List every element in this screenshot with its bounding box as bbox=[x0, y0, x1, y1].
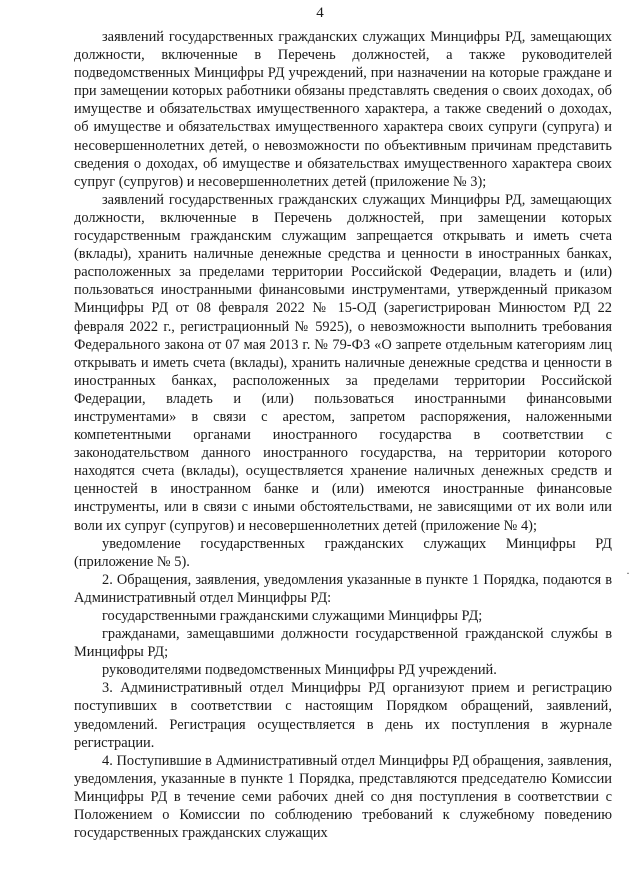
paragraph-application-4: заявлений государственных гражданских служащих Минцифры РД, замещающих должности, включенные в Перечень должностей, при замещении которых государственным гражданским служащим запрещается открывать и иметь счета (вклады), хранить наличные денежные средства и ценности в иностранных банках, расположенных за пределами территории Российской Федерации, владеть и (или) пользоваться иностранными финансовыми инструментами, утвержденный приказом Минцифры РД от 08 февраля 2022 № 15-ОД (зарегистрирован Минюстом РД 22 февраля 2022 г., регистрационный № 5925), о невозможности выполнить требования Федерального закона от 07 мая 2013 г. № 79-ФЗ «О запрете отдельным категориям лиц открывать и иметь счета (вклады), хранить наличные денежные средства и ценности в иностранных банках, расположенных за пределами территории Российской Федерации, владеть и (или) пользоваться иностранными финансовыми инструментами» в связи с арестом, запретом распоряжения, наложенными компетентными органами иностранного государства в соответствии с законодательством данного иностранного государства, на территории которого находятся счета (вклады), осуществляется хранение наличных денежных средств и ценностей в иностранном банке и (или) имеются иностранные финансовые инструменты, или в связи с иными обстоятельствами, не зависящими от их воли или воли их супруг (супругов) и несовершеннолетних детей (приложение № 4); bbox=[74, 191, 612, 534]
paragraph-item-2: 2. Обращения, заявления, уведомления указанные в пункте 1 Порядка, подаются в Административный отдел Минцифры РД: bbox=[74, 571, 612, 606]
paragraph-item-4: 4. Поступившие в Административный отдел Минцифры РД обращения, заявления, уведомления, указанные в пункте 1 Порядка, представляются председателю Комиссии Минцифры РД в течение семи рабочих дней со дня поступления в соответствии с Положением о Комиссии по соблюдению требований к служебному поведению государственных гражданских служащих bbox=[74, 752, 612, 842]
list-item-former-employees: гражданами, замещавшими должности государственной гражданской службы в Минцифры РД; bbox=[74, 626, 612, 661]
list-item-civil-servants: государственными гражданскими служащими Минцифры РД; bbox=[102, 608, 483, 624]
page-number: 4 bbox=[316, 5, 324, 21]
paragraph-application-3: заявлений государственных гражданских служащих Минцифры РД, замещающих должности, включенные в Перечень должностей, а также руководителей подведомственных Минцифры РД учреждений, при назначении на которые граждане и при замещении которых работники обязаны представлять сведения о своих доходах, об имуществе и обязательствах имущественного характера, а также сведений о доходах, об имуществе и обязательствах имущественного характера своих супруги (супруга) и несовершеннолетних детей, о невозможности по объективным причинам представить сведения о доходах, об имуществе и обязательствах имущественного характера своих супруг (супругов) и несовершеннолетних детей (приложение № 3); bbox=[74, 29, 612, 190]
paragraph-application-5: уведомление государственных гражданских служащих Минцифры РД (приложение № 5). bbox=[74, 535, 612, 570]
scan-mark: · bbox=[626, 566, 630, 580]
document-body bbox=[74, 28, 612, 842]
list-item-heads-of-institutions: руководителями подведомственных Минцифры РД учреждений. bbox=[102, 662, 497, 679]
paragraph-item-3: 3. Административный отдел Минцифры РД организуют прием и регистрацию поступивших в соответствии с настоящим Порядком обращений, заявлений, уведомлений. Регистрация осуществляется в день их поступления в журнале регистрации. bbox=[74, 680, 612, 751]
